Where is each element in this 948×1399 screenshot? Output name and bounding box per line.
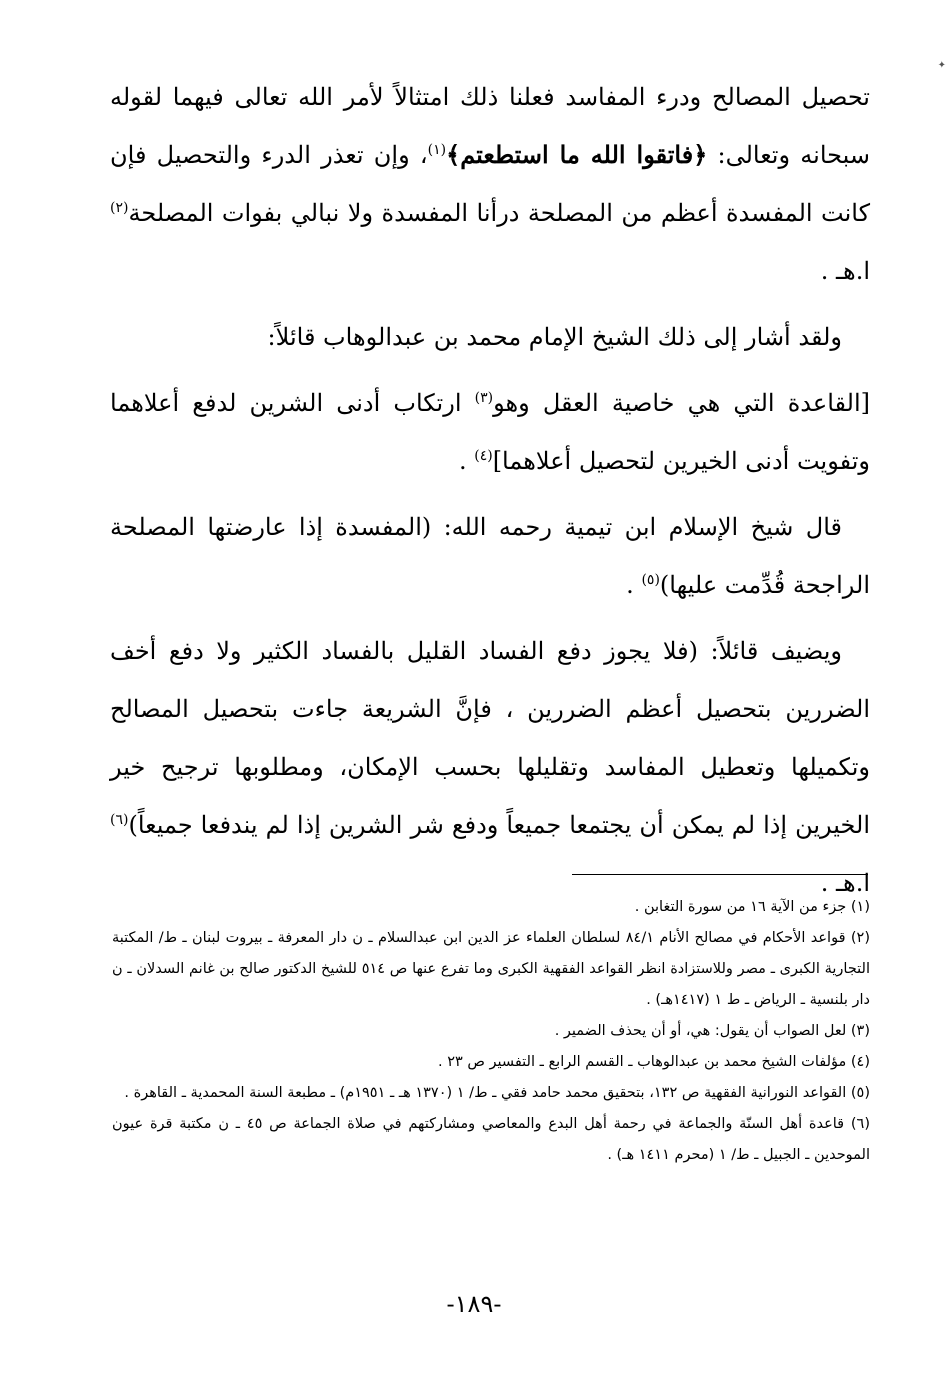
- footnote-3: (٣) لعل الصواب أن يقول: هي، أو أن يحذف الضمير .: [554, 1023, 870, 1039]
- paragraph-1: [110, 68, 870, 300]
- paragraph-3-text-a: [القاعدة التي هي خاصية العقل وهو: [493, 389, 871, 417]
- paragraph-4: [110, 498, 870, 614]
- paragraph-1-text-c: ا.هـ .: [820, 257, 870, 285]
- paragraph-4-text-c: .: [626, 571, 642, 599]
- footnote-ref-3[interactable]: (٣): [474, 390, 494, 406]
- page-number: -١٨٩-: [446, 1290, 502, 1318]
- scan-mark: ✦: [937, 60, 946, 71]
- main-text: [110, 68, 870, 920]
- footnote-6: (٦) قاعدة أهل السنّة والجماعة في رحمة أهل البدع والمعاصي ومشاركتهم في صلاة الجماعة ص ٤٥ ـ ن مكتبة قرة عيون الموحدين ـ الجبيل ـ ط/ ١ (محرم ١٤١١ هـ) .: [112, 1116, 870, 1163]
- paragraph-5-text-a: ويضيف قائلاً: (فلا يجوز دفع الفساد القليل بالفساد الكثير ولا دفع أخف الضررين بتحصيل أعظم الضررين ، فإنَّ الشريعة جاءت بتحصيل المصالح وتكميلها وتعطيل المفاسد وتقليلها بحسب الإمكان، ومطلوبها ترجيح خير الخيرين إذا لم يمكن أن يجتمعا جميعاً ودفع شر الشرين إذا لم يندفعا جميعاً): [110, 637, 871, 839]
- footnote-ref-4[interactable]: (٤): [474, 448, 493, 464]
- paragraph-2: ولقد أشار إلى ذلك الشيخ الإمام محمد بن عبدالوهاب قائلاً:: [267, 323, 842, 351]
- paragraph-5-text-c: ا.هـ .: [820, 869, 870, 897]
- paragraph-3-text-c: .: [458, 447, 475, 475]
- footnote-5: (٥) القواعد النورانية الفقهية ص ١٣٢، بتحقيق محمد حامد فقي ـ ط/ ١ (١٣٧٠ هـ ـ ١٩٥١م) ـ مطبعة السنة المحمدية ـ القاهرة .: [124, 1085, 870, 1101]
- paragraph-4-text-a: قال شيخ الإسلام ابن تيمية رحمه الله: (المفسدة إذا عارضتها المصلحة الراجحة قُدِّمت عليها): [110, 513, 870, 599]
- footnotes: [112, 892, 870, 1171]
- footnote-ref-2[interactable]: (٢): [110, 200, 129, 216]
- paragraph-5: [110, 622, 870, 912]
- paragraph-3-text-b: ارتكاب أدنى الشرين لدفع أعلاهما وتفويت أدنى الخيرين لتحصيل أعلاهما]: [110, 389, 870, 475]
- footnote-4: (٤) مؤلفات الشيخ محمد بن عبدالوهاب ـ القسم الرابع ـ التفسير ص ٢٣ .: [437, 1054, 870, 1070]
- paragraph-1-text-a: تحصيل المصالح ودرء المفاسد فعلنا ذلك امتثالاً لأمر الله تعالى فيهما لقوله سبحانه وتعالى:: [110, 83, 870, 169]
- paragraph-1-text-b: ، وإن تعذر الدرء والتحصيل فإن كانت المفسدة أعظم من المصلحة درأنا المفسدة ولا نبالي بفوات المصلحة: [110, 141, 870, 227]
- footnote-ref-1[interactable]: (١): [427, 142, 447, 158]
- footnote-separator: [572, 874, 868, 875]
- footnote-ref-6[interactable]: (٦): [110, 812, 129, 828]
- quran-quote: ﴿فاتقوا الله ما استطعتم﴾: [446, 140, 708, 169]
- paragraph-3: [110, 374, 870, 490]
- footnote-1: (١) جزء من الآية ١٦ من سورة التغابن .: [634, 899, 870, 915]
- footnote-2: (٢) قواعد الأحكام في مصالح الأنام ٨٤/١ لسلطان العلماء عز الدين ابن عبدالسلام ـ ن دار المعرفة ـ بيروت لبنان ـ ط/ المكتبة التجارية الكبرى ـ مصر وللاستزادة انظر القواعد الفقهية الكبرى وما تفرع عنها ص ٥١٤ للشيخ الدكتور صالح بن غانم السدلان ـ ن دار بلنسية ـ الرياض ـ ط ١ (١٤١٧هـ) .: [112, 930, 870, 1008]
- footnote-ref-5[interactable]: (٥): [641, 572, 660, 588]
